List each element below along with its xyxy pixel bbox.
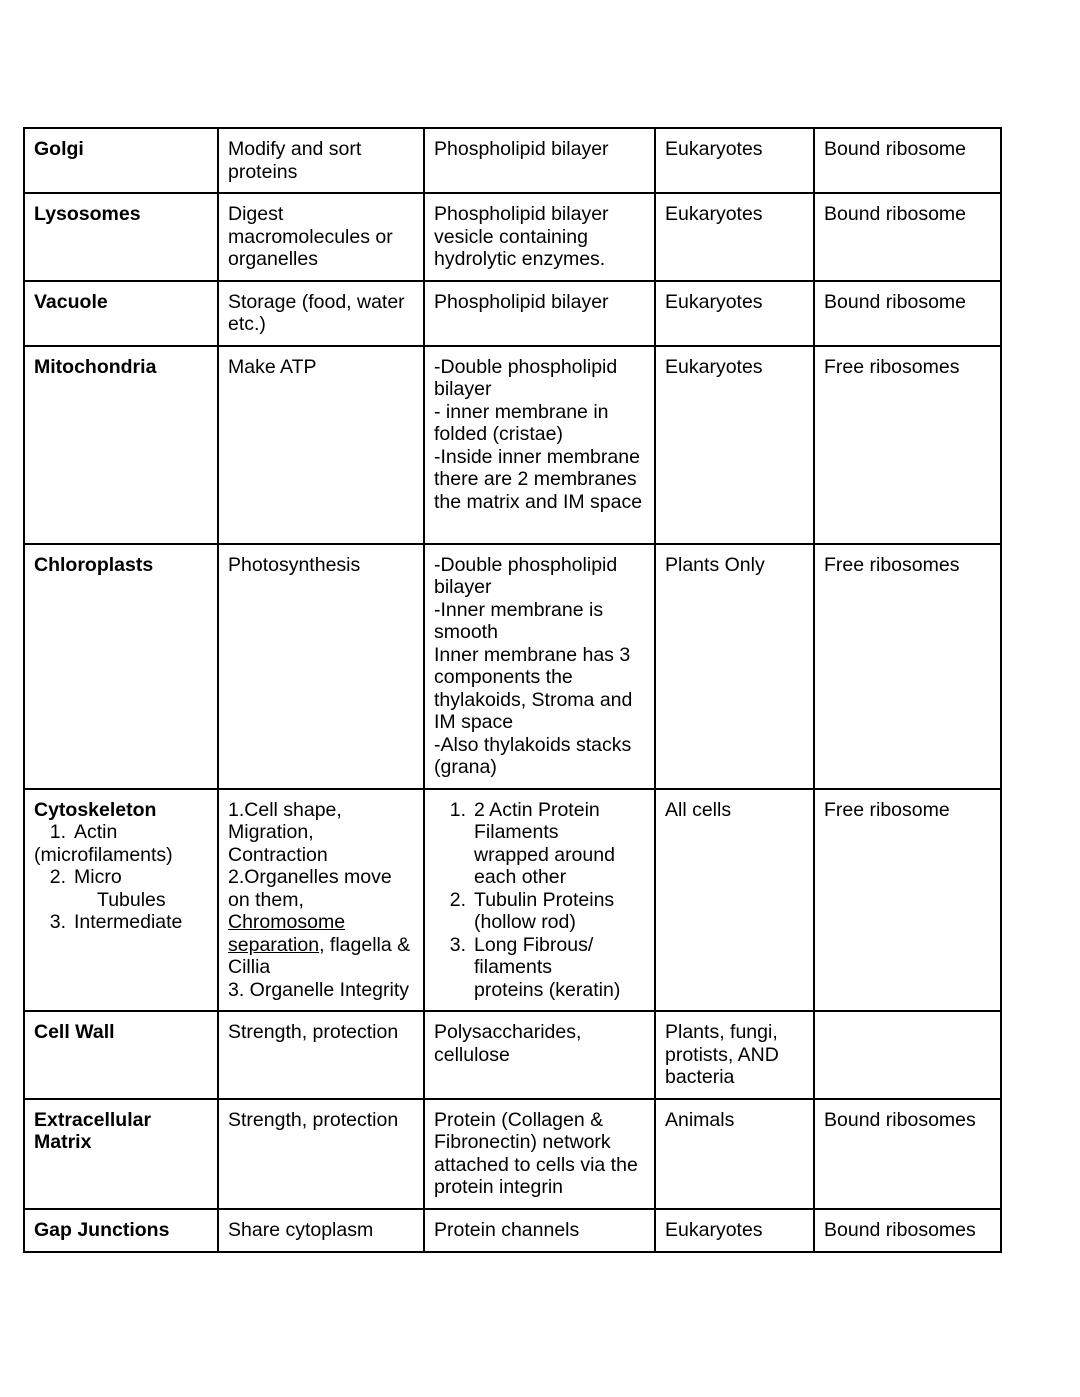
- membrane-cell: -Double phospholipid bilayer - inner membrane in folded (cristae) -Inside inner membrane there are 2 membranes the matrix and IM space: [424, 346, 655, 544]
- ribosome-cell: Bound ribosome: [814, 128, 1001, 193]
- table-row: [24, 193, 1001, 281]
- found-in-cell: Plants, fungi, protists, AND bacteria: [655, 1011, 814, 1099]
- organelle-name: Extracellular Matrix: [24, 1099, 218, 1209]
- function-cell: Strength, protection: [218, 1011, 424, 1099]
- table-row: [24, 789, 1001, 1012]
- ribosome-cell: Bound ribosome: [814, 281, 1001, 346]
- found-in-cell: Eukaryotes: [655, 281, 814, 346]
- membrane-cell: Phospholipid bilayer: [424, 128, 655, 193]
- list-item: 3. Long Fibrous/ filaments proteins (keratin): [449, 933, 621, 1001]
- table-row: [24, 128, 1001, 193]
- ribosome-cell: Bound ribosome: [814, 193, 1001, 281]
- found-in-cell: Plants Only: [655, 544, 814, 789]
- found-in-cell: Eukaryotes: [655, 346, 814, 544]
- found-in-cell: Animals: [655, 1099, 814, 1209]
- organelle-name: Golgi: [24, 128, 218, 193]
- membrane-cell: -Double phospholipid bilayer -Inner membrane is smooth Inner membrane has 3 components the thylakoids, Stroma and IM space -Also thylakoids stacks (grana): [424, 544, 655, 789]
- list-item: 1. 2 Actin Protein Filaments wrapped around each other: [449, 798, 615, 888]
- organelle-name: Gap Junctions: [24, 1209, 218, 1252]
- table-row: [24, 1011, 1001, 1099]
- organelle-name: Cytoskeleton: [34, 798, 157, 821]
- function-cell: Make ATP: [218, 346, 424, 544]
- ribosome-cell: [814, 1011, 1001, 1099]
- ribosome-cell: Bound ribosomes: [814, 1209, 1001, 1252]
- organelle-name: Vacuole: [24, 281, 218, 346]
- function-cell: Digest macromolecules or organelles: [218, 193, 424, 281]
- membrane-cell: Polysaccharides, cellulose: [424, 1011, 655, 1099]
- ribosome-cell: Free ribosomes: [814, 346, 1001, 544]
- table-row: [24, 1209, 1001, 1252]
- function-cell: Share cytoplasm: [218, 1209, 424, 1252]
- table-row: [24, 281, 1001, 346]
- organelle-name: Chloroplasts: [24, 544, 218, 789]
- ribosome-cell: Free ribosome: [814, 789, 1001, 1012]
- ribosome-cell: Free ribosomes: [814, 544, 1001, 789]
- table-row: [24, 1099, 1001, 1209]
- organelle-table: [23, 127, 1002, 1253]
- membrane-cell: Protein (Collagen & Fibronectin) network attached to cells via the protein integrin: [424, 1099, 655, 1209]
- function-cell: 1.Cell shape, Migration, Contraction 2.Organelles move on them, Chromosome separation, flagella & Cillia 3. Organelle Integrity: [218, 789, 424, 1012]
- table-row: [24, 544, 1001, 789]
- list-item: 2. Tubulin Proteins (hollow rod): [449, 888, 615, 933]
- function-cell: Storage (food, water etc.): [218, 281, 424, 346]
- table-row: [24, 346, 1001, 544]
- ribosome-cell: Bound ribosomes: [814, 1099, 1001, 1209]
- found-in-cell: All cells: [655, 789, 814, 1012]
- found-in-cell: Eukaryotes: [655, 193, 814, 281]
- membrane-cell: Protein channels: [424, 1209, 655, 1252]
- membrane-cell: [424, 789, 655, 1012]
- organelle-name-cell: Cytoskeleton 1. Actin (microfilaments) 2. Micro Tubules 3. Intermediate: [24, 789, 218, 1012]
- organelle-name: Cell Wall: [24, 1011, 218, 1099]
- function-cell: Modify and sort proteins: [218, 128, 424, 193]
- membrane-cell: Phospholipid bilayer: [424, 281, 655, 346]
- function-cell: Photosynthesis: [218, 544, 424, 789]
- organelle-name: Lysosomes: [24, 193, 218, 281]
- found-in-cell: Eukaryotes: [655, 128, 814, 193]
- found-in-cell: Eukaryotes: [655, 1209, 814, 1252]
- organelle-name: Mitochondria: [24, 346, 218, 544]
- function-cell: Strength, protection: [218, 1099, 424, 1209]
- membrane-cell: Phospholipid bilayer vesicle containing hydrolytic enzymes.: [424, 193, 655, 281]
